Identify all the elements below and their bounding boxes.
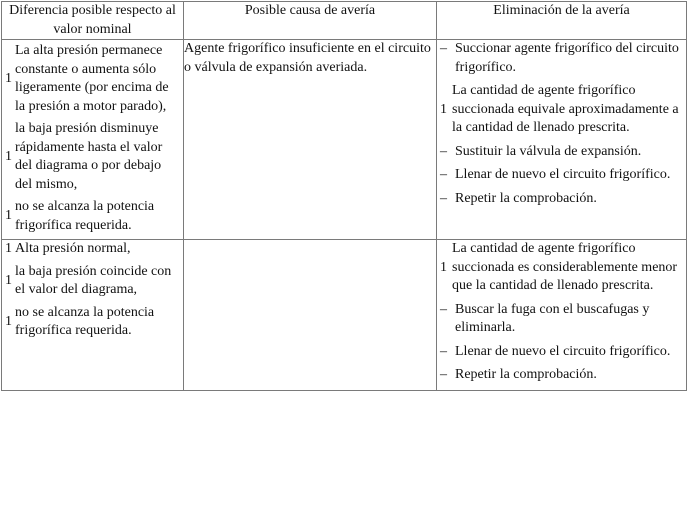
step-marker: 1 xyxy=(440,101,447,117)
cause-cell xyxy=(184,240,437,391)
difference-text: Alta presión normal, xyxy=(15,241,131,256)
remedy-text: Llenar de nuevo el circuito frigorífico. xyxy=(455,167,671,182)
table-row xyxy=(2,40,687,240)
dash-marker: – xyxy=(440,301,447,317)
difference-cell xyxy=(2,240,184,391)
remedy-item xyxy=(437,366,686,385)
remedy-item xyxy=(437,190,686,209)
remedy-text: Repetir la comprobación. xyxy=(455,367,597,382)
difference-item xyxy=(2,304,183,341)
difference-text: no se alcanza la potencia frigorífica requerida. xyxy=(15,304,155,338)
remedy-cell xyxy=(437,240,687,391)
step-marker: 1 xyxy=(5,148,12,164)
remedy-text: Repetir la comprobación. xyxy=(455,190,597,206)
remedy-item xyxy=(437,343,686,362)
remedy-text: La cantidad de agente frigorífico succionada equivale aproximadamente a la cantidad de llenado prescrita. xyxy=(452,83,679,135)
remedy-item xyxy=(437,166,686,185)
header-cause: Posible causa de avería xyxy=(184,2,437,40)
dash-marker: – xyxy=(440,167,447,182)
difference-item xyxy=(2,240,183,259)
difference-item xyxy=(2,198,183,235)
table-row xyxy=(2,240,687,391)
remedy-item xyxy=(437,82,686,138)
remedy-text: La cantidad de agente frigorífico succionada es considerablemente menor que la cantidad de llenado prescrita. xyxy=(452,241,678,293)
remedy-item xyxy=(437,301,686,338)
step-marker: 1 xyxy=(5,70,12,86)
step-marker: 1 xyxy=(440,259,447,275)
difference-item xyxy=(2,120,183,194)
header-remedy: Eliminación de la avería xyxy=(437,2,687,40)
difference-item xyxy=(2,263,183,300)
difference-text: la baja presión disminuye rápidamente hasta el valor del diagrama o por debajo del mismo, xyxy=(15,121,163,192)
difference-cell xyxy=(2,40,184,240)
difference-text: no se alcanza la potencia frigorífica requerida. xyxy=(15,199,155,233)
difference-text: la baja presión coincide con el valor del diagrama, xyxy=(15,263,172,297)
table-header-row xyxy=(2,2,687,40)
remedy-text: Buscar la fuga con el buscafugas y eliminarla. xyxy=(455,301,650,335)
remedy-item xyxy=(437,143,686,162)
remedy-cell xyxy=(437,40,687,240)
difference-item xyxy=(2,42,183,116)
step-marker: 1 xyxy=(5,208,12,224)
remedy-item xyxy=(437,40,686,77)
step-marker: 1 xyxy=(5,272,12,288)
diagnosis-table xyxy=(1,1,687,391)
remedy-text: Sustituir la válvula de expansión. xyxy=(455,143,642,159)
difference-text: La alta presión permanece constante o aumenta sólo ligeramente (por encima de la presión a motor parado), xyxy=(15,43,169,114)
header-difference: Diferencia posible respecto al valor nominal xyxy=(2,2,184,40)
cause-cell: Agente frigorífico insuficiente en el circuito o válvula de expansión averiada. xyxy=(184,40,437,240)
dash-marker: – xyxy=(440,367,447,382)
step-marker: 1 xyxy=(5,313,12,329)
remedy-text: Llenar de nuevo el circuito frigorífico. xyxy=(455,343,671,359)
remedy-text: Succionar agente frigorífico del circuito frigorífico. xyxy=(455,41,679,75)
dash-marker: – xyxy=(440,143,447,159)
dash-marker: – xyxy=(440,41,447,56)
remedy-item xyxy=(437,240,686,296)
dash-marker: – xyxy=(440,190,447,206)
dash-marker: – xyxy=(440,343,447,359)
step-marker: 1 xyxy=(5,241,12,256)
